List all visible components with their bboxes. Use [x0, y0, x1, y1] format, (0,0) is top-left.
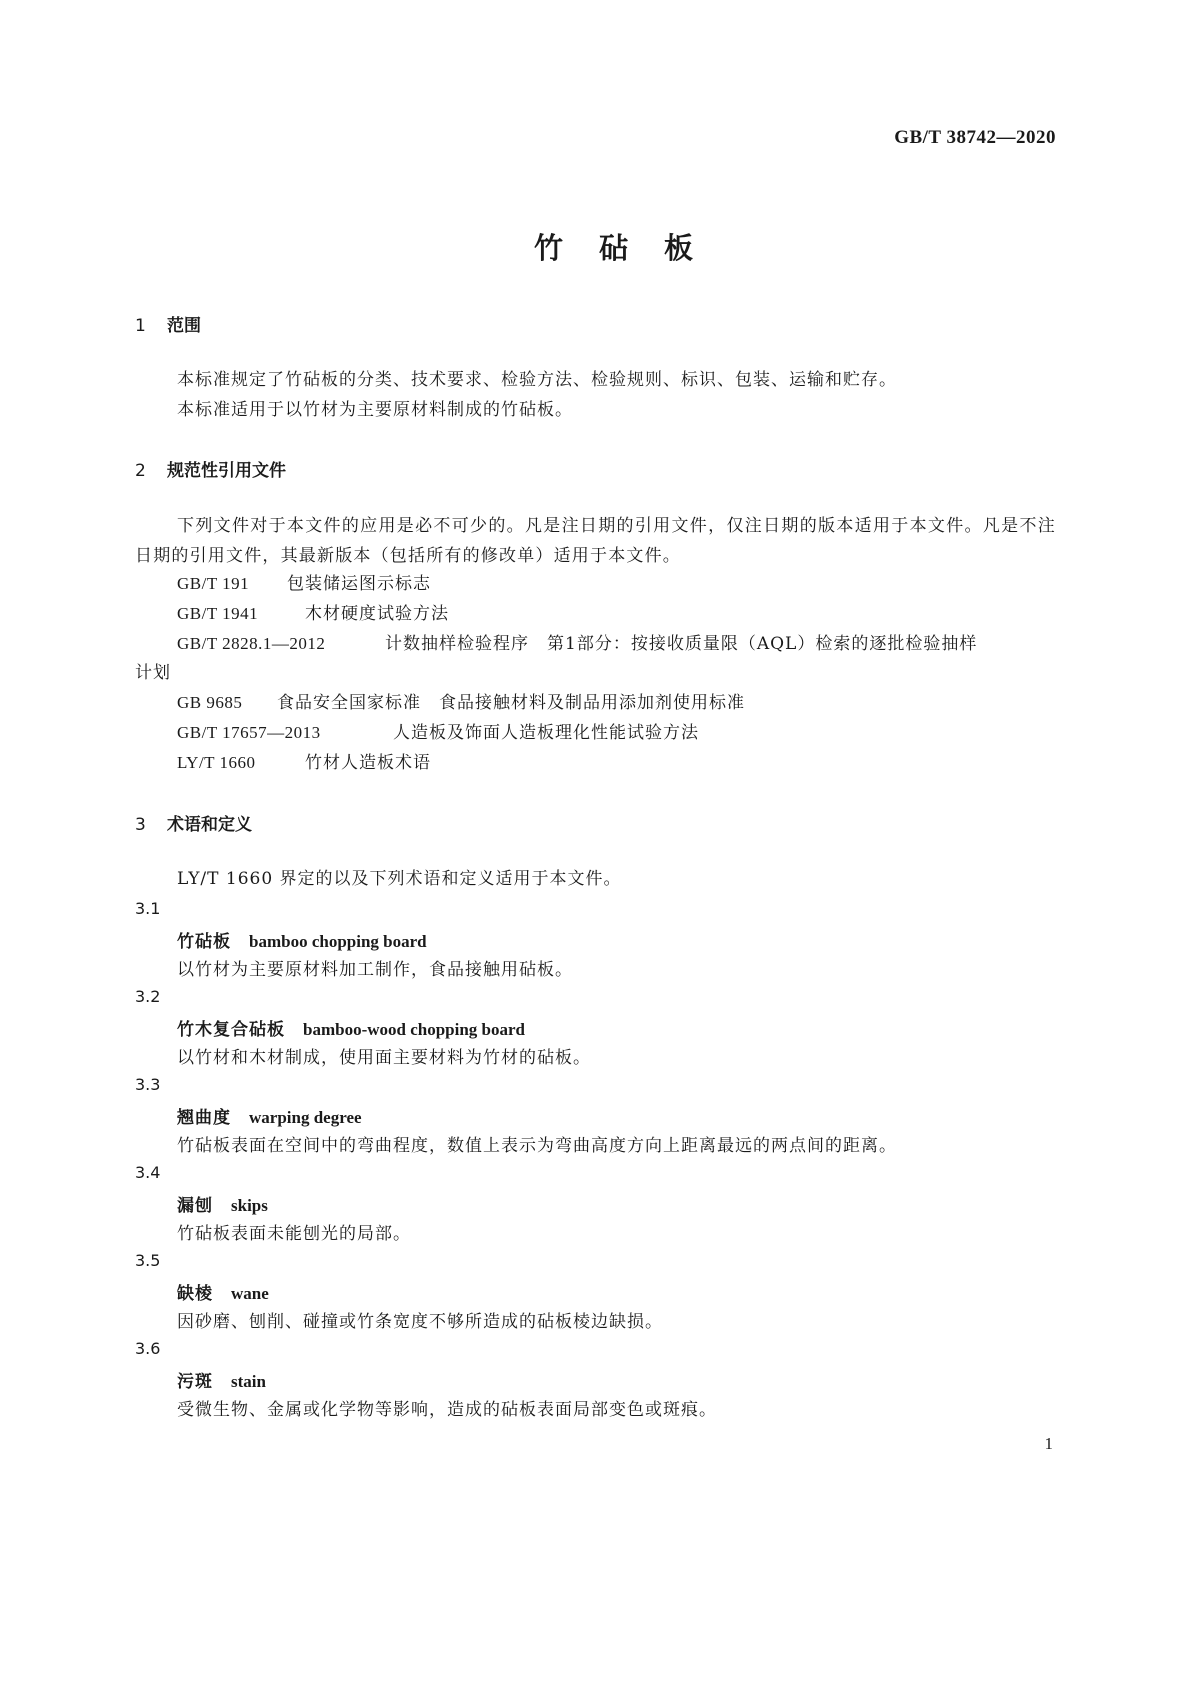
reference-title: 木材硬度试验方法: [305, 604, 449, 624]
term-definition: 竹砧板表面在空间中的弯曲程度，数值上表示为弯曲高度方向上距离最远的两点间的距离。: [177, 1136, 897, 1156]
reference-code: GB/T 2828.1—2012: [177, 634, 326, 653]
term-heading: [177, 1191, 268, 1216]
term-heading: [177, 1279, 269, 1304]
reference-item: [177, 690, 745, 716]
reference-code: GB 9685: [177, 693, 243, 712]
section-title: 规范性引用文件: [167, 461, 286, 481]
term-en: skips: [231, 1196, 268, 1215]
reference-item: [177, 720, 699, 746]
term-definition: 因砂磨、刨削、碰撞或竹条宽度不够所造成的砧板棱边缺损。: [177, 1312, 663, 1332]
section-number: 2: [135, 461, 146, 481]
reference-title: 包装储运图示标志: [287, 574, 431, 594]
term-heading: [177, 1367, 266, 1392]
section-2-heading: [135, 456, 286, 481]
term-en: stain: [231, 1372, 266, 1391]
section-title: 术语和定义: [167, 815, 252, 835]
standard-number: GB/T 38742—2020: [894, 127, 1056, 148]
term-zh: 污斑: [177, 1372, 213, 1392]
reference-title-continued: 计划: [135, 663, 171, 683]
paragraph: 本标准适用于以竹材为主要原材料制成的竹砧板。: [177, 400, 573, 420]
reference-item: [177, 631, 977, 657]
reference-item: [177, 750, 431, 776]
paragraph: 本标准规定了竹砧板的分类、技术要求、检验方法、检验规则、标识、包装、运输和贮存。: [177, 370, 897, 390]
reference-title: 人造板及饰面人造板理化性能试验方法: [393, 723, 699, 743]
term-definition: 受微生物、金属或化学物等影响，造成的砧板表面局部变色或斑痕。: [177, 1400, 717, 1420]
reference-item: [177, 571, 431, 597]
term-en: bamboo-wood chopping board: [303, 1020, 526, 1039]
term-en: warping degree: [249, 1108, 362, 1127]
document-title: 竹砧板: [533, 231, 729, 265]
reference-item: [177, 601, 449, 627]
term-number: 3.6: [135, 1339, 161, 1358]
term-zh: 竹砧板: [177, 932, 231, 952]
reference-code: GB/T 17657—2013: [177, 723, 321, 742]
term-number: 3.3: [135, 1075, 161, 1094]
term-heading: [177, 927, 427, 952]
term-heading: [177, 1015, 525, 1040]
term-number: 3.4: [135, 1163, 161, 1182]
term-definition: 以竹材为主要原材料加工制作，食品接触用砧板。: [177, 960, 573, 980]
section-title: 范围: [167, 316, 201, 336]
term-zh: 缺棱: [177, 1284, 213, 1304]
reference-title: 食品安全国家标准 食品接触材料及制品用添加剂使用标准: [277, 693, 745, 713]
section-3-heading: [135, 810, 252, 835]
references-intro: 下列文件对于本文件的应用是必不可少的。凡是注日期的引用文件，仅注日期的版本适用于本文件。凡是不注日期的引用文件，其最新版本（包括所有的修改单）适用于本文件。: [135, 516, 1056, 566]
section-number: 1: [135, 316, 146, 336]
reference-code: LY/T 1660: [177, 753, 256, 772]
reference-title: 计数抽样检验程序 第1部分：按接收质量限（AQL）检索的逐批检验抽样: [385, 634, 978, 654]
term-heading: [177, 1103, 362, 1128]
term-zh: 翘曲度: [177, 1108, 231, 1128]
term-zh: 竹木复合砧板: [177, 1020, 285, 1040]
term-en: wane: [231, 1284, 269, 1303]
terms-intro: LY/T 1660 界定的以及下列术语和定义适用于本文件。: [177, 869, 622, 889]
page-number: 1: [1044, 1434, 1053, 1453]
term-en: bamboo chopping board: [249, 932, 427, 951]
section-number: 3: [135, 815, 146, 835]
term-zh: 漏刨: [177, 1196, 213, 1216]
reference-code: GB/T 1941: [177, 604, 259, 623]
term-number: 3.2: [135, 987, 161, 1006]
term-definition: 竹砧板表面未能刨光的局部。: [177, 1224, 411, 1244]
term-number: 3.5: [135, 1251, 161, 1270]
term-definition: 以竹材和木材制成，使用面主要材料为竹材的砧板。: [177, 1048, 591, 1068]
reference-code: GB/T 191: [177, 574, 250, 593]
term-number: 3.1: [135, 899, 161, 918]
reference-title: 竹材人造板术语: [305, 753, 431, 773]
section-1-heading: [135, 311, 201, 336]
